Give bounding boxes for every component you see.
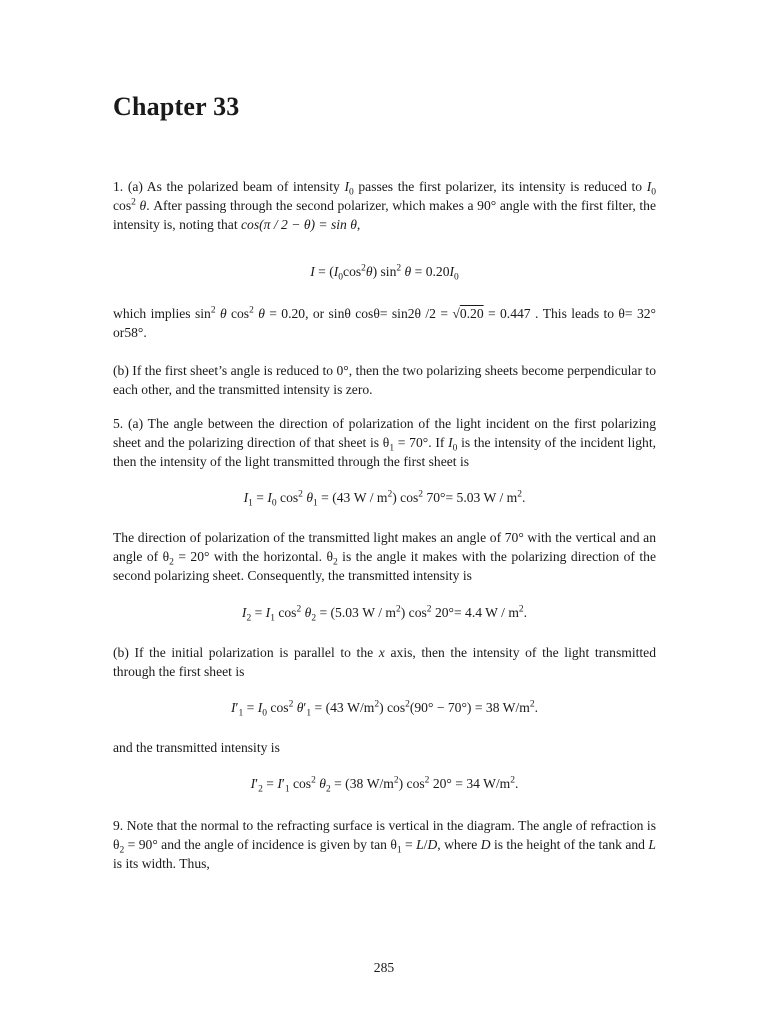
problem-9-paragraph: 9. Note that the normal to the refracting surface is vertical in the diagram. The angle of refraction is $\theta_2 = 90^\circ$ and the angle of incidence is given by $\tan \theta_1 = L/D$, where D is the height of the tank and L is its width. Thus, — [113, 818, 656, 871]
equation-3: $I_2 = I_1$ $\cos^2 \theta_2 = (5.03$ W / $m^2$) $\cos^2 20^\circ= 4.4$ W / $m^2$. — [241, 604, 528, 624]
problem-1a-paragraph: 1. (a) As the polarized beam of intensity $I_0$ passes the first polarizer, its intensity is reduced to $I_0$ $\cos^2 \theta$. After passing through the second polarizer, which makes a 90° angle with the first filter, the intensity is, noting that cos(π / 2 − θ) = sin θ, — [113, 179, 657, 232]
problem-5b-transition: and the transmitted intensity is — [113, 740, 280, 755]
equation-4: $I'_1 = I_0$ $\cos^2 \theta'_1 = (43$ $W/m^2$) $\cos^2(90^\circ - 70^\circ) = 38$ $W/m^2$. — [231, 699, 538, 719]
problem-5a-middle: The direction of polarization of the transmitted light makes an angle of 70° with the vertical and an angle of $\theta_2 = 20^\circ$ with the horizontal. $\theta_2$ is the angle it makes with the polarizing direction of the second polarizing sheet. Consequently, the transmitted intensity is — [113, 530, 656, 583]
equation-1: $I = (I_0\cos^2\theta)$ $\sin^2 \theta = 0.20I_0$ — [310, 263, 459, 283]
chapter-title: Chapter 33 — [113, 92, 240, 121]
problem-1b-paragraph: (b) If the first sheet’s angle is reduced to 0°, then the two polarizing sheets become perpendicular to each other, and the transmitted intensity is zero. — [113, 363, 656, 397]
page-number: 285 — [373, 960, 395, 975]
equation-2: $I_1 = I_0$ $\cos^2 \theta_1 = (43$ W / $m^2$) $\cos^2 70^\circ= 5.03$ W / $m^2$. — [243, 489, 526, 509]
problem-5b-paragraph: (b) If the initial polarization is parallel to the x axis, then the intensity of the light transmitted through the first sheet is — [113, 645, 657, 679]
problem-1a-conclusion: which implies $\sin^2 \theta$ $\cos^2 \theta = 0.20$, or sinθ cosθ= sin2θ /2 = √0.20 = 0.447 . This leads to θ= 32° or58°. — [113, 305, 656, 340]
problem-5a-paragraph: 5. (a) The angle between the direction of polarization of the light incident on the first polarizing sheet and the polarizing direction of that sheet is $\theta_1 = 70^\circ$. If $I_0$ is the intensity of the incident light, then the intensity of the light transmitted through the first sheet is — [113, 416, 657, 469]
equation-5: $I'_2 = I'_1$ $\cos^2 \theta_2 = (38$ $W/m^2$) $\cos^2 20^\circ = 34$ $W/m^2$. — [250, 775, 519, 795]
